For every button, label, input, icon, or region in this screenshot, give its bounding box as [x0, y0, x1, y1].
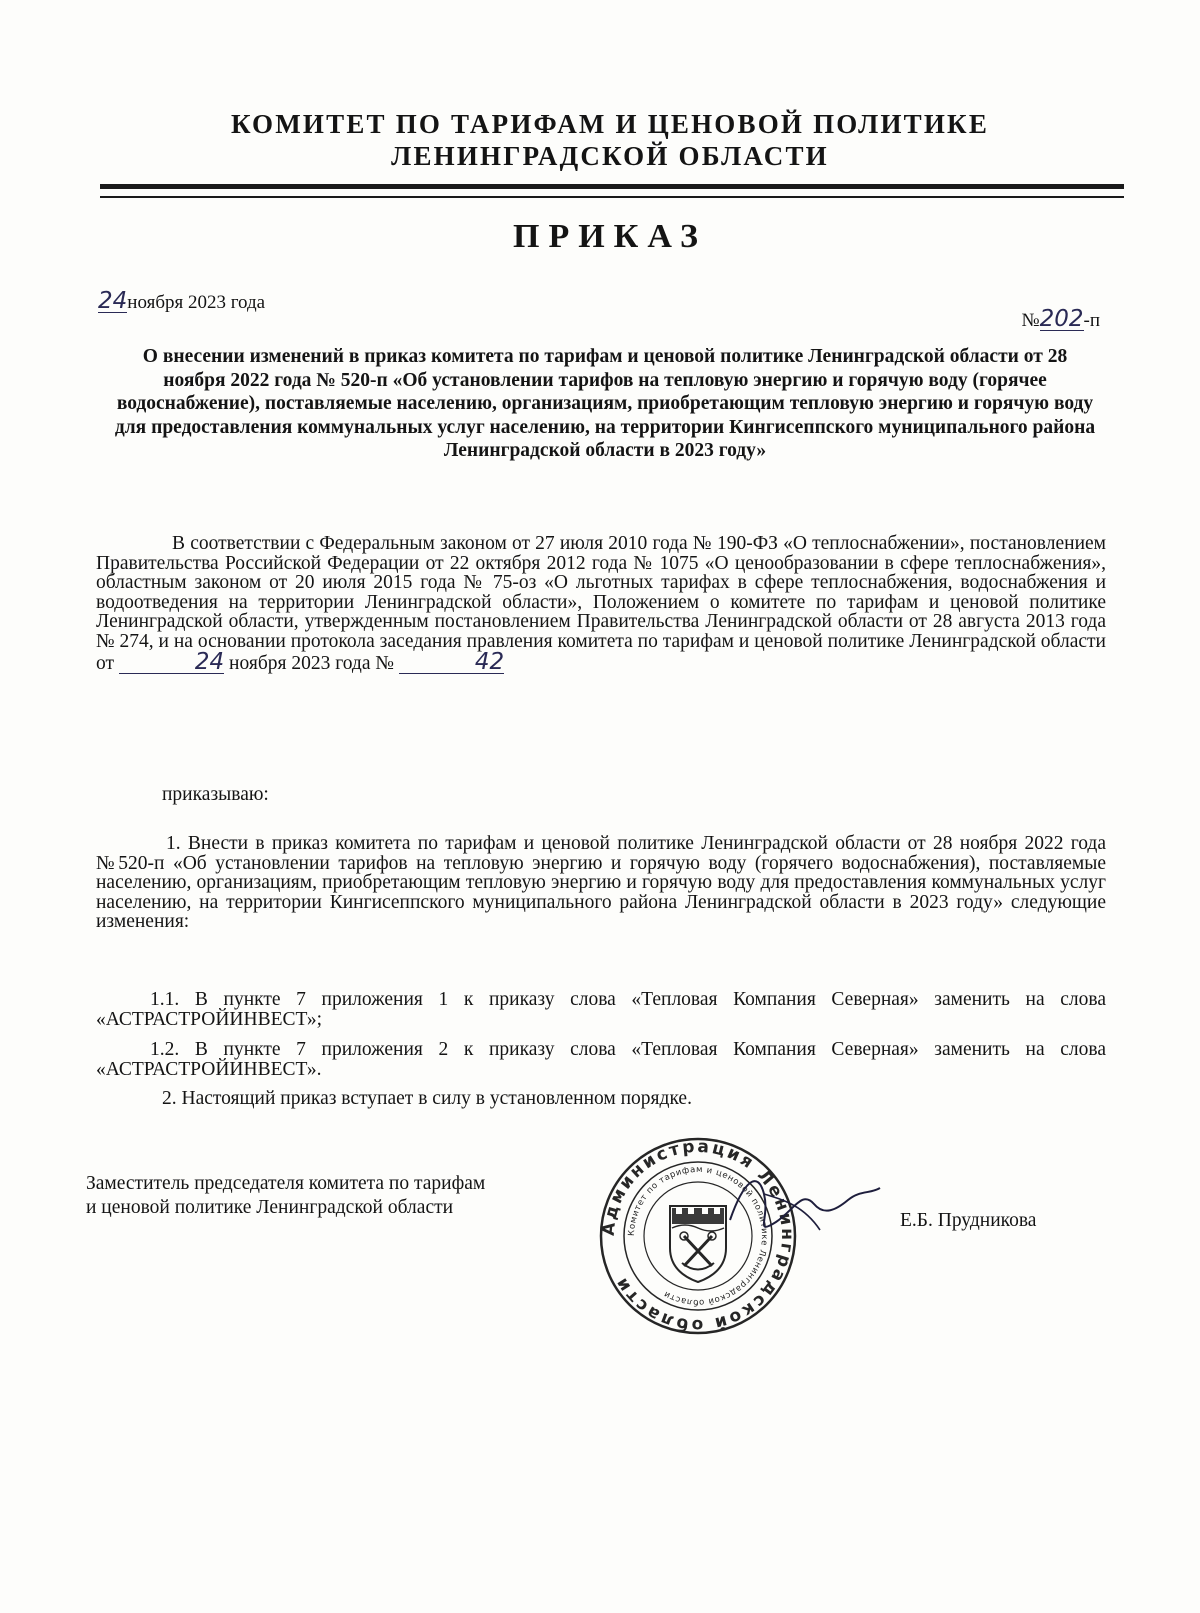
header-rule-thick [100, 184, 1124, 189]
number-prefix: № [1021, 310, 1040, 331]
header-rule-thin [100, 196, 1124, 198]
signatory-title-line-2: и ценовой политике Ленинградской области [86, 1197, 454, 1218]
seal-outer-text: Администрация Ленинградской области [598, 1136, 798, 1336]
document-type: ПРИКАЗ [513, 218, 707, 255]
signatory-title [86, 1172, 485, 1220]
document-number [1021, 308, 1100, 332]
item-1-2: 1.2. В пункте 7 приложения 2 к приказу слова «Тепловая Компания Северная» заменить на слова «АСТРАСТРОЙИНВЕСТ». [96, 1039, 1106, 1080]
decree-word: приказываю: [162, 784, 269, 805]
preamble-text: В соответствии с Федеральным законом от 27 июля 2010 года № 190-ФЗ «О теплоснабжении», постановлением Правительства Российской Федерации от 22 октября 2012 года № 1075 «О ценообразовании в сфере теплоснабжения», областным законом от 20 июля 2015 года № 75-оз «О льготных тарифах в сфере теплоснабжения, водоснабжения и водоотведения на территории Ленинградской области», Положением о комитете по тарифам и ценовой политике Ленинградской области, утвержденным постановлением Правительства Ленинградской области от 28 августа 2013 года № 274, и на основании протокола заседания правления комитета по тарифам и ценовой политике Ленинградской области от [96, 533, 1106, 674]
preamble-text-after-day: ноября 2023 года № [229, 653, 394, 674]
signatory-name: Е.Б. Прудникова [900, 1210, 1037, 1231]
coat-of-arms-emblem [670, 1206, 726, 1282]
handwritten-number: 202 [1039, 306, 1084, 332]
handwritten-signature [724, 1160, 884, 1250]
handwritten-protocol-number: 42 [399, 651, 504, 674]
document-date [98, 290, 265, 314]
handwritten-meeting-day: 24 [119, 651, 224, 674]
signatory-title-line-1: Заместитель председателя комитета по тарифам [86, 1173, 486, 1194]
document-title: О внесении изменений в приказ комитета по тарифам и ценовой политике Ленинградской области от 28 ноября 2022 года № 520-п «Об установлении тарифов на тепловую энергию и горячую воду (горячее водоснабжение), поставляемые населению, организациям, приобретающим тепловую энергию и горячую воду для предоставления коммунальных услуг населению, на территории Кингисеппского муниципального района Ленинградской области в 2023 году» [114, 346, 1096, 462]
seal-inner-text: Комитет по тарифам и ценовой политике Ленинградской области [626, 1164, 770, 1308]
item-2: 2. Настоящий приказ вступает в силу в установленном порядке. [162, 1088, 692, 1109]
date-rest: ноября 2023 года [127, 292, 266, 313]
number-suffix: -п [1083, 310, 1100, 331]
item-1: 1. Внести в приказ комитета по тарифам и ценовой политике Ленинградской области от 28 ноября 2022 года №520-п «Об установлении тарифов на тепловую энергию и горячую воду (горячего водоснабжения), поставляемые населению, организациям, приобретающим тепловую энергию и горячую воду для предоставления коммунальных услуг населению, на территории Кингисеппского муниципального района Ленинградской области в 2023 году» следующие изменения: [96, 833, 1106, 932]
handwritten-day: 24 [98, 288, 128, 314]
preamble-paragraph [96, 534, 1106, 674]
org-line-2: ЛЕНИНГРАДСКОЙ ОБЛАСТИ [391, 141, 829, 171]
org-line-1: КОМИТЕТ ПО ТАРИФАМ И ЦЕНОВОЙ ПОЛИТИКЕ [230, 109, 990, 139]
organization-header [150, 108, 1070, 172]
item-1-1: 1.1. В пункте 7 приложения 1 к приказу слова «Тепловая Компания Северная» заменить на слова «АСТРАСТРОЙИНВЕСТ»; [96, 989, 1106, 1030]
